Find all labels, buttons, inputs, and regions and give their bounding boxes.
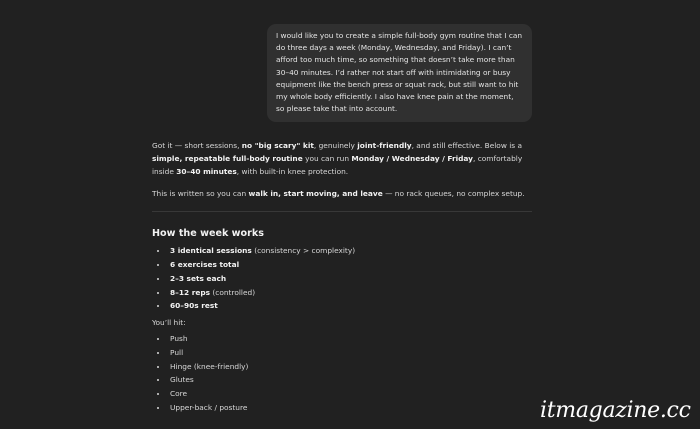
intro-text-6: , with built-in knee protection. <box>236 166 349 176</box>
intro-bold-5: 30–40 minutes <box>176 166 237 176</box>
week-list-item: • 6 exercises total <box>168 258 532 272</box>
intro-bold-1: no "big scary" kit <box>241 141 314 150</box>
week-list-item: • 2–3 sets each <box>168 272 532 286</box>
hit-list-item: • Glutes <box>168 373 532 387</box>
intro-text-4: you can run <box>302 153 352 163</box>
intro-bold-2: joint-friendly <box>357 141 412 150</box>
second-bold-1: walk in, start moving, and leave <box>248 189 383 199</box>
intro-text-2: , genuinely <box>313 141 358 150</box>
hit-list-item: • Hinge (knee-friendly) <box>168 360 532 374</box>
intro-text-1: Got it — short sessions, <box>152 141 242 150</box>
watermark: itmagazine.cc <box>540 398 691 423</box>
hit-list-item: • Pull <box>168 346 532 360</box>
week-list-item: • 60–90s rest <box>168 299 532 313</box>
section-divider <box>152 211 532 212</box>
hit-list <box>152 332 532 415</box>
week-list-item: • 8–12 reps (controlled) <box>168 286 532 300</box>
intro-bold-4: Monday / Wednesday / Friday <box>351 153 473 163</box>
user-message-bubble <box>267 24 532 122</box>
assistant-response <box>152 140 532 419</box>
week-list <box>152 244 532 313</box>
hit-list-item: • Core <box>168 387 532 401</box>
second-text-1: This is written so you can <box>152 189 249 199</box>
hit-list-item: • Upper-back / posture <box>168 401 532 415</box>
intro-text-3: , and still effective. Below is a <box>411 141 522 150</box>
hit-label: You’ll hit: <box>152 318 186 328</box>
week-list-item: • 3 identical sessions (consistency > complexity) <box>168 244 532 258</box>
assistant-second-paragraph <box>152 188 532 201</box>
second-text-2: — no rack queues, no complex setup. <box>382 189 525 199</box>
intro-text-5: , comfortably inside <box>152 153 523 176</box>
assistant-intro-paragraph <box>152 140 532 178</box>
intro-bold-3: simple, repeatable full-body routine <box>152 153 303 163</box>
section-heading: How the week works <box>152 228 264 240</box>
hit-list-item: • Push <box>168 332 532 346</box>
user-message-text: I would like you to create a simple full-body gym routine that I can do three days a week (Monday, Wednesday, and Friday). I can’t afford too much time, so something that doesn’t take more than 30–40 minutes. I’d rather not start off with intimidating or busy equipment like the bench press or squat rack, but still want to hit my whole body efficiently. I also have knee pain at the moment, so please take that into account. <box>276 31 523 114</box>
